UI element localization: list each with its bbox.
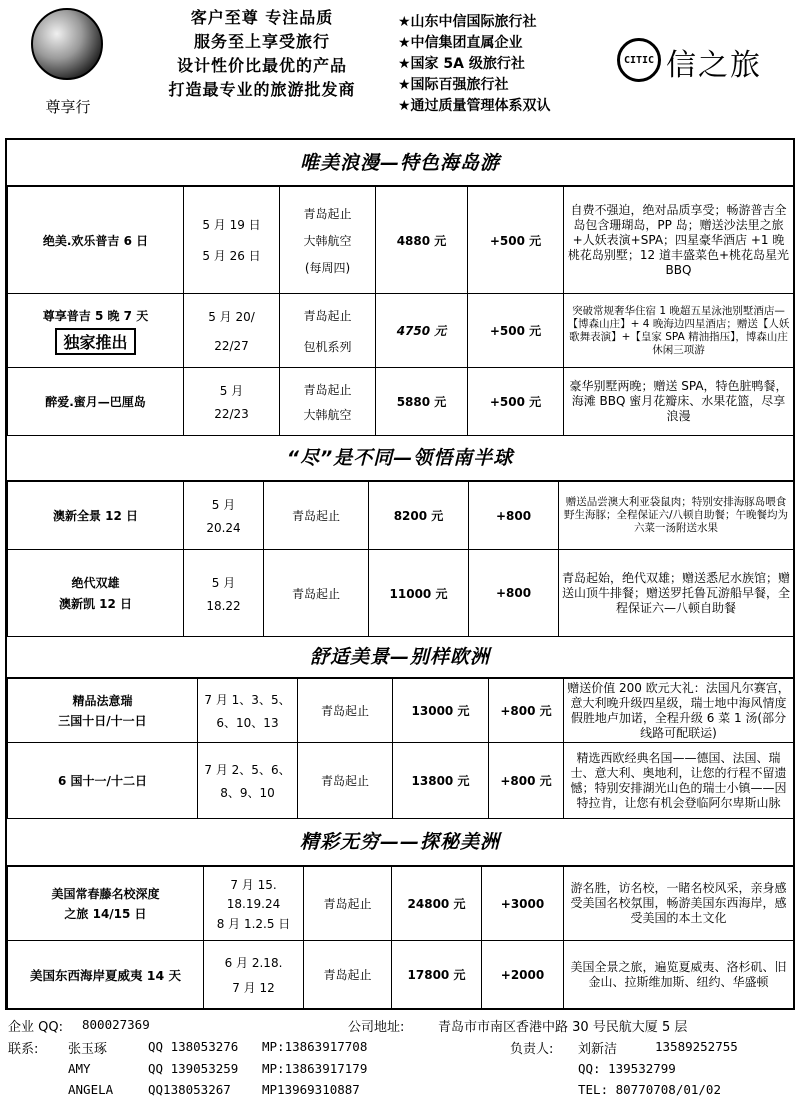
contact-mobile[interactable]: MP:13863917708 bbox=[262, 1039, 368, 1054]
tour-name: 美国东西海岸夏威夷 14 天 bbox=[8, 941, 204, 1009]
tour-price: 17800 元 bbox=[392, 941, 482, 1009]
address-label: 公司地址: bbox=[348, 1020, 405, 1035]
company-qq-label: 企业 QQ: bbox=[8, 1020, 63, 1035]
contact-qq[interactable]: QQ 139053259 bbox=[148, 1061, 239, 1076]
tour-departure: 青岛起止 bbox=[264, 482, 369, 550]
tour-departure: 青岛起止 大韩航空 (每周四) bbox=[280, 187, 376, 294]
tour-name: 6 国十一/十二日 bbox=[8, 743, 198, 819]
slogan: 客户至尊 专注品质 bbox=[190, 8, 334, 27]
tour-surcharge: +800 bbox=[469, 550, 559, 637]
tour-dates: 7 月 1、3、5、 6、10、13 bbox=[198, 679, 298, 743]
tour-price: 4880 元 bbox=[376, 187, 468, 294]
section-table-southern bbox=[7, 481, 794, 637]
slogan: 打造最专业的旅游批发商 bbox=[168, 80, 356, 99]
manager-name: 刘新洁 bbox=[578, 1042, 618, 1057]
tour-price: 24800 元 bbox=[392, 867, 482, 941]
tour-surcharge: +800 bbox=[469, 482, 559, 550]
citic-logo-icon: CITIC bbox=[617, 38, 661, 82]
logo-text: 信之旅 bbox=[666, 48, 762, 83]
section-table-america bbox=[7, 866, 794, 1009]
tour-surcharge: +2000 bbox=[482, 941, 564, 1009]
footer bbox=[0, 1012, 800, 1100]
tour-row[interactable] bbox=[8, 679, 794, 743]
tour-name: 精品法意瑞 三国十日/十一日 bbox=[8, 679, 198, 743]
exclusive-badge: 独家推出 bbox=[55, 328, 135, 355]
header bbox=[0, 0, 800, 135]
manager-label: 负责人: bbox=[510, 1042, 554, 1057]
contact-name: ANGELA bbox=[68, 1082, 114, 1097]
claim: ★国际百强旅行社 bbox=[398, 77, 509, 93]
tour-price: 11000 元 bbox=[369, 550, 469, 637]
contact-qq[interactable]: QQ138053267 bbox=[148, 1082, 231, 1097]
tour-dates: 7 月 2、5、6、 8、9、10 bbox=[198, 743, 298, 819]
tour-surcharge: +500 元 bbox=[468, 368, 564, 436]
tour-surcharge: +800 元 bbox=[489, 743, 564, 819]
company-claims bbox=[398, 12, 623, 117]
slogan: 服务至上享受旅行 bbox=[193, 32, 330, 51]
tour-description: 豪华别墅两晚；赠送 SPA，特色脏鸭餐，海滩 BBQ 蜜月花瓣床、水果花篮，尽享浪漫 bbox=[564, 368, 794, 436]
tour-surcharge: +500 元 bbox=[468, 187, 564, 294]
brand-name: 尊享行 bbox=[45, 98, 91, 116]
section-table-islands bbox=[7, 186, 794, 436]
tour-departure: 青岛起止 大韩航空 bbox=[280, 368, 376, 436]
section-title-europe: 舒适美景—别样欧洲 bbox=[7, 636, 793, 678]
tour-dates: 6 月 2.18. 7 月 12 bbox=[204, 941, 304, 1009]
tour-price: 13000 元 bbox=[393, 679, 489, 743]
manager-phone[interactable]: 13589252755 bbox=[655, 1039, 738, 1054]
tour-dates: 7 月 15. 18.19.24 8 月 1.2.5 日 bbox=[204, 867, 304, 941]
tour-row[interactable] bbox=[8, 941, 794, 1009]
tour-row[interactable] bbox=[8, 294, 794, 368]
tour-departure: 青岛起止 bbox=[298, 679, 393, 743]
tour-departure: 青岛起止 bbox=[298, 743, 393, 819]
claim: ★通过质量管理体系双认 bbox=[398, 98, 551, 114]
section-title-america: 精彩无穷——探秘美洲 bbox=[7, 818, 793, 866]
tour-price: 4750 元 bbox=[376, 294, 468, 368]
tour-description: 游名胜，访名校，一睹名校风采，亲身感受美国名校氛围，畅游美国东西海岸，感受美国的本土文化 bbox=[564, 867, 794, 941]
contact-mobile[interactable]: MP:13863917179 bbox=[262, 1061, 368, 1076]
tour-dates: 5 月 22/23 bbox=[184, 368, 280, 436]
tour-row[interactable] bbox=[8, 867, 794, 941]
section-table-europe bbox=[7, 678, 794, 819]
tour-departure: 青岛起止 bbox=[264, 550, 369, 637]
tour-surcharge: +800 元 bbox=[489, 679, 564, 743]
tour-name: 澳新全景 12 日 bbox=[8, 482, 184, 550]
tour-departure: 青岛起止 bbox=[304, 941, 392, 1009]
tour-dates: 5 月 18.22 bbox=[184, 550, 264, 637]
tour-description: 精选西欧经典名国——德国、法国、瑞士、意大利、奥地利，让您的行程不留遗憾；特别安排湖光山色的瑞士小镇——因特拉肯，让您有机会登临阿尔卑斯山脉 bbox=[564, 743, 794, 819]
company-address: 青岛市市南区香港中路 30 号民航大厦 5 层 bbox=[438, 1020, 688, 1035]
tour-description: 赠送品尝澳大利亚袋鼠肉；特别安排海豚岛喂食野生海豚；全程保证六/八顿自助餐；午晚餐均为六菜一汤附送水果 bbox=[559, 482, 794, 550]
section-title-southern: “尽”是不同—领悟南半球 bbox=[7, 435, 793, 481]
tour-name: 绝美.欢乐普吉 6 日 bbox=[8, 187, 184, 294]
tour-row[interactable] bbox=[8, 743, 794, 819]
tour-name: 美国常春藤名校深度 之旅 14/15 日 bbox=[8, 867, 204, 941]
tour-description: 美国全景之旅，遍览夏威夷、洛杉矶、旧金山、拉斯维加斯、纽约、华盛顿 bbox=[564, 941, 794, 1009]
tour-departure: 青岛起止 bbox=[304, 867, 392, 941]
tour-price: 13800 元 bbox=[393, 743, 489, 819]
claim: ★中信集团直属企业 bbox=[398, 35, 523, 51]
claim: ★国家 5A 级旅行社 bbox=[398, 56, 525, 72]
tour-surcharge: +3000 bbox=[482, 867, 564, 941]
tour-description: 青岛起始，绝代双雄；赠送悉尼水族馆；赠送山顶牛排餐；赠送罗托鲁瓦游船早餐，全程保证六—八顿自助餐 bbox=[559, 550, 794, 637]
tour-surcharge: +500 元 bbox=[468, 294, 564, 368]
tour-price: 8200 元 bbox=[369, 482, 469, 550]
tour-dates: 5 月 20/ 22/27 bbox=[184, 294, 280, 368]
tour-description: 突破常规奢华住宿 1 晚超五星泳池别墅酒店—【博森山庄】+ 4 晚海边四星酒店；赠送【人妖歌舞表演】+【皇家 SPA 精油指压】，博森山庄休闲三项游 bbox=[564, 294, 794, 368]
tour-row[interactable] bbox=[8, 550, 794, 637]
contact-name: AMY bbox=[68, 1061, 91, 1076]
manager-qq[interactable]: QQ: 139532799 bbox=[578, 1061, 676, 1076]
tour-price: 5880 元 bbox=[376, 368, 468, 436]
globe-logo-icon bbox=[31, 8, 103, 80]
tour-name: 尊享普吉 5 晚 7 天 独家推出 bbox=[8, 294, 184, 368]
contact-name: 张玉琢 bbox=[68, 1042, 108, 1057]
contact-qq[interactable]: QQ 138053276 bbox=[148, 1039, 239, 1054]
tour-departure: 青岛起止 包机系列 bbox=[280, 294, 376, 368]
tour-row[interactable] bbox=[8, 482, 794, 550]
contact-mobile[interactable]: MP13969310887 bbox=[262, 1082, 360, 1097]
tour-name: 醉爱.蜜月—巴厘岛 bbox=[8, 368, 184, 436]
tour-description: 赠送价值 200 欧元大礼：法国凡尔赛宫，意大利晚升级四星级，瑞士地中海风情度假胜地卢加诺，全程升级 6 菜 1 汤(部分线路可配联运) bbox=[564, 679, 794, 743]
tour-description: 自费不强迫，绝对品质享受；畅游普吉全岛包含珊瑚岛，PP 岛；赠送沙法里之旅+人妖表演+SPA；四星豪华酒店 +1 晚桃花岛别墅；12 道丰盛菜色+桃花岛星光 BBQ bbox=[564, 187, 794, 294]
tour-name: 绝代双雄 澳新凯 12 日 bbox=[8, 550, 184, 637]
slogans bbox=[132, 6, 392, 102]
contact-label: 联系: bbox=[8, 1042, 39, 1057]
office-tel[interactable]: TEL: 80770708/01/02 bbox=[578, 1082, 721, 1097]
claim: ★山东中信国际旅行社 bbox=[398, 14, 537, 30]
tour-row[interactable] bbox=[8, 187, 794, 294]
slogan: 设计性价比最优的产品 bbox=[176, 56, 347, 75]
section-title-islands: 唯美浪漫—特色海岛游 bbox=[7, 140, 793, 186]
company-qq[interactable]: 800027369 bbox=[82, 1017, 150, 1032]
tour-dates: 5 月 20.24 bbox=[184, 482, 264, 550]
tour-dates: 5 月 19 日 5 月 26 日 bbox=[184, 187, 280, 294]
tour-row[interactable] bbox=[8, 368, 794, 436]
